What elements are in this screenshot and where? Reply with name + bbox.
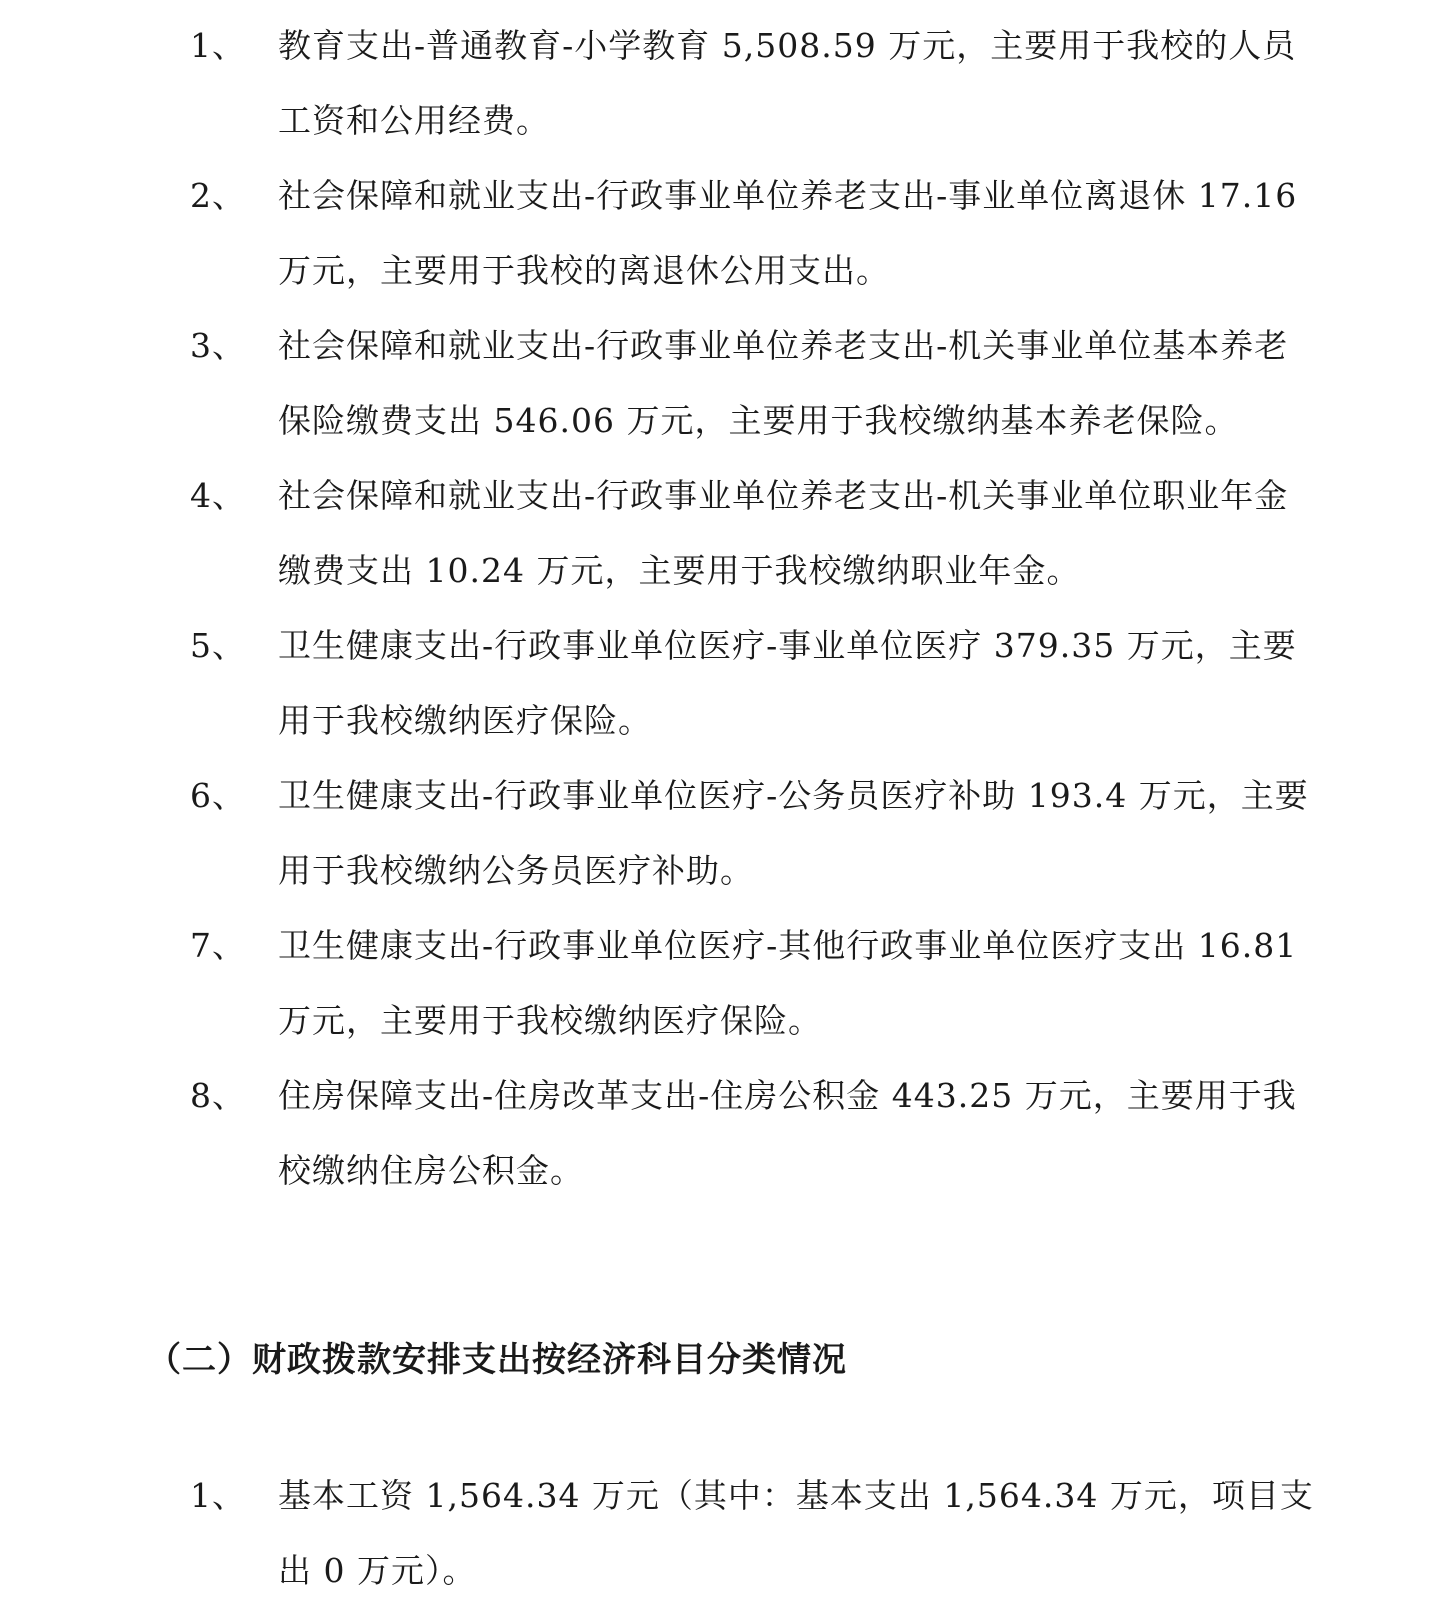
list-item xyxy=(0,308,1316,458)
list-item xyxy=(0,1058,1316,1208)
expense-economic-list xyxy=(0,1458,1451,1608)
item-number: 3、 xyxy=(190,326,246,365)
item-text: 基本工资 1,564.34 万元（其中：基本支出 1,564.34 万元，项目支出 0 万元）。 xyxy=(278,1476,1314,1590)
expense-function-list xyxy=(0,8,1451,1208)
list-item xyxy=(0,758,1316,908)
item-number: 4、 xyxy=(190,476,246,515)
item-number: 5、 xyxy=(190,626,246,665)
list-item xyxy=(0,608,1316,758)
list-item xyxy=(0,1458,1316,1608)
item-text: 社会保障和就业支出-行政事业单位养老支出-事业单位离退休 17.16 万元，主要用于我校的离退休公用支出。 xyxy=(278,176,1298,290)
item-text: 住房保障支出-住房改革支出-住房公积金 443.25 万元，主要用于我校缴纳住房公积金。 xyxy=(278,1076,1297,1190)
item-number: 1、 xyxy=(190,26,246,65)
item-text: 社会保障和就业支出-行政事业单位养老支出-机关事业单位职业年金缴费支出 10.24 万元，主要用于我校缴纳职业年金。 xyxy=(278,476,1289,590)
list-item xyxy=(0,8,1316,158)
item-number: 7、 xyxy=(190,926,246,965)
item-text: 卫生健康支出-行政事业单位医疗-其他行政事业单位医疗支出 16.81 万元，主要用于我校缴纳医疗保险。 xyxy=(278,926,1298,1040)
item-text: 卫生健康支出-行政事业单位医疗-公务员医疗补助 193.4 万元，主要用于我校缴纳公务员医疗补助。 xyxy=(278,776,1309,890)
item-text: 卫生健康支出-行政事业单位医疗-事业单位医疗 379.35 万元，主要用于我校缴纳医疗保险。 xyxy=(278,626,1297,740)
section-heading: （二）财政拨款安排支出按经济科目分类情况 xyxy=(147,1340,847,1380)
list-item xyxy=(0,158,1316,308)
item-number: 1、 xyxy=(190,1476,246,1515)
item-text: 社会保障和就业支出-行政事业单位养老支出-机关事业单位基本养老保险缴费支出 546.06 万元，主要用于我校缴纳基本养老保险。 xyxy=(278,326,1289,440)
item-number: 2、 xyxy=(190,176,246,215)
list-item xyxy=(0,908,1316,1058)
item-number: 8、 xyxy=(190,1076,246,1115)
item-text: 教育支出-普通教育-小学教育 5,508.59 万元，主要用于我校的人员工资和公用经费。 xyxy=(278,26,1297,140)
item-number: 6、 xyxy=(190,776,246,815)
list-item xyxy=(0,458,1316,608)
